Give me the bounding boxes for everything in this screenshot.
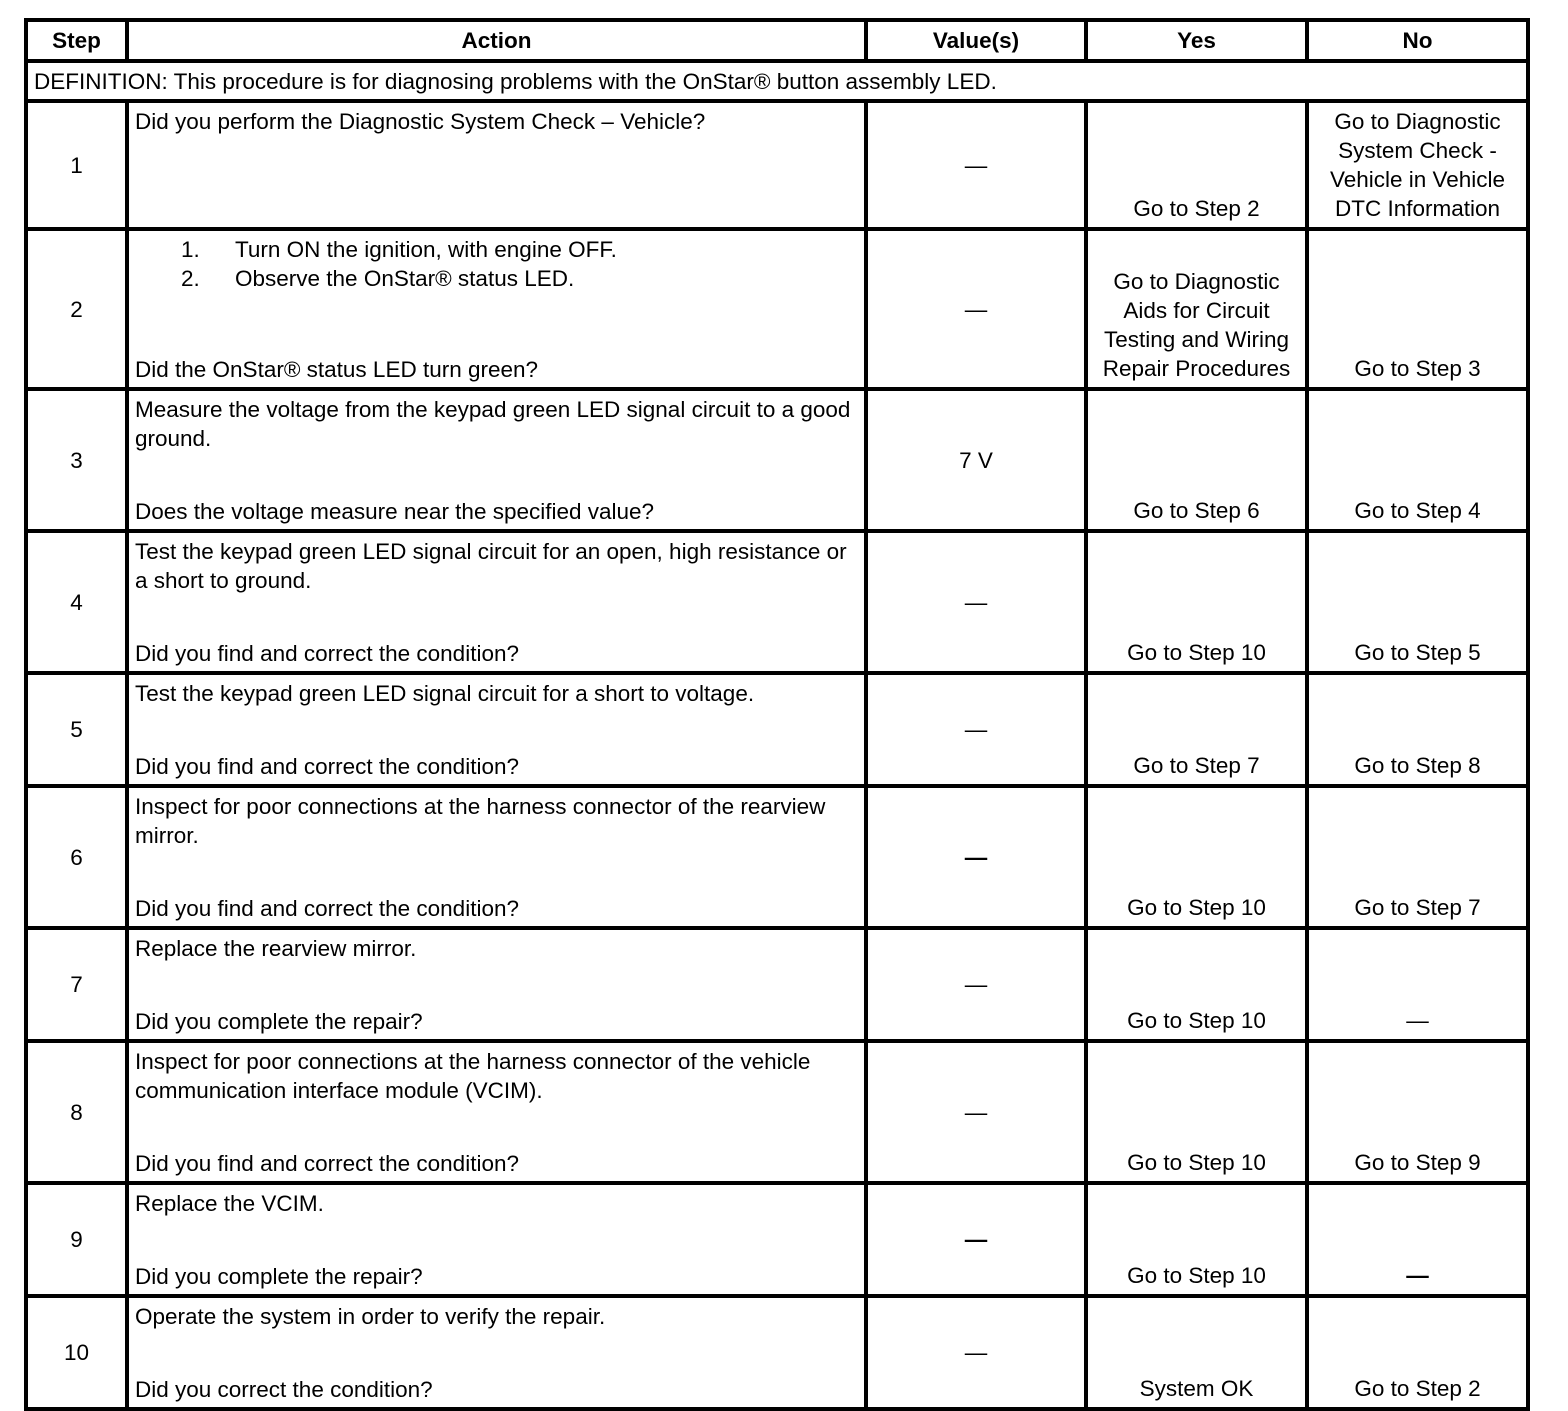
step-number: 5 [26,673,127,786]
value-cell: — [866,786,1086,928]
action-cell [127,531,866,673]
step-number: 7 [26,928,127,1041]
value-cell: — [866,673,1086,786]
action-question: Did you find and correct the condition? [135,896,519,921]
value-cell: — [866,229,1086,389]
action-question: Did you correct the condition? [135,1377,433,1402]
action-question: Did you find and correct the condition? [135,754,519,779]
step-number: 3 [26,389,127,531]
step-number: 6 [26,786,127,928]
yes-cell: Go to Diagnostic Aids for Circuit Testing and Wiring Repair Procedures [1086,229,1307,389]
substep-number: 2. [181,266,200,291]
step-number: 10 [26,1296,127,1409]
header-row [26,20,1528,61]
table-row [26,389,1528,531]
value-cell: — [866,101,1086,229]
yes-cell: Go to Step 10 [1086,1183,1307,1296]
action-question: Does the voltage measure near the specified value? [135,499,655,524]
value-cell: — [866,1296,1086,1409]
table-row [26,786,1528,928]
yes-cell: Go to Step 10 [1086,928,1307,1041]
no-cell: Go to Diagnostic System Check - Vehicle in Vehicle DTC Information [1307,101,1528,229]
action-text: Test the keypad green LED signal circuit for an open, high resistance or a short to ground. [135,539,847,593]
yes-cell: Go to Step 10 [1086,1041,1307,1183]
action-text: Replace the VCIM. [135,1191,324,1216]
table-row [26,1296,1528,1409]
action-cell [127,673,866,786]
no-cell: — [1307,1183,1528,1296]
action-question: Did you complete the repair? [135,1264,423,1289]
header-action: Action [127,20,866,61]
action-cell [127,928,866,1041]
definition-text: DEFINITION: This procedure is for diagnosing problems with the OnStar® button assembly LED. [26,61,1528,101]
header-no: No [1307,20,1528,61]
action-cell [127,1296,866,1409]
header-step: Step [26,20,127,61]
header-values: Value(s) [866,20,1086,61]
table-row [26,673,1528,786]
step-number: 8 [26,1041,127,1183]
step-number: 4 [26,531,127,673]
action-text: Measure the voltage from the keypad green LED signal circuit to a good ground. [135,397,851,451]
action-text: Test the keypad green LED signal circuit for a short to voltage. [135,681,755,706]
yes-cell: Go to Step 7 [1086,673,1307,786]
definition-row [26,61,1528,101]
action-text: Operate the system in order to verify the repair. [135,1304,606,1329]
action-cell [127,101,866,229]
no-cell: Go to Step 3 [1307,229,1528,389]
value-cell: 7 V [866,389,1086,531]
yes-cell: Go to Step 10 [1086,786,1307,928]
action-cell [127,786,866,928]
diagnostic-table [24,18,1530,1411]
substep-list [135,235,858,293]
action-cell [127,389,866,531]
substep-number: 1. [181,237,200,262]
action-question: Did you find and correct the condition? [135,1151,519,1176]
value-cell: — [866,1183,1086,1296]
yes-cell: Go to Step 2 [1086,101,1307,229]
no-cell: — [1307,928,1528,1041]
action-text: Did you perform the Diagnostic System Check – Vehicle? [135,109,706,134]
action-cell [127,1183,866,1296]
action-question: Did you complete the repair? [135,1009,423,1034]
action-text: Inspect for poor connections at the harness connector of the rearview mirror. [135,794,826,848]
substep-text: Turn ON the ignition, with engine OFF. [235,237,617,262]
action-cell [127,229,866,389]
yes-cell: System OK [1086,1296,1307,1409]
no-cell: Go to Step 9 [1307,1041,1528,1183]
action-cell [127,1041,866,1183]
table-row [26,928,1528,1041]
action-question: Did the OnStar® status LED turn green? [135,357,539,382]
action-text: Inspect for poor connections at the harness connector of the vehicle communication interface module (VCIM). [135,1049,811,1103]
table-row [26,1183,1528,1296]
no-cell: Go to Step 5 [1307,531,1528,673]
substep-text: Observe the OnStar® status LED. [235,266,575,291]
table-row [26,101,1528,229]
table-row [26,229,1528,389]
no-cell: Go to Step 4 [1307,389,1528,531]
no-cell: Go to Step 7 [1307,786,1528,928]
value-cell: — [866,928,1086,1041]
action-text: Replace the rearview mirror. [135,936,417,961]
step-number: 2 [26,229,127,389]
yes-cell: Go to Step 6 [1086,389,1307,531]
table-row [26,531,1528,673]
step-number: 1 [26,101,127,229]
value-cell: — [866,1041,1086,1183]
step-number: 9 [26,1183,127,1296]
no-cell: Go to Step 8 [1307,673,1528,786]
header-yes: Yes [1086,20,1307,61]
substep-item [135,235,858,264]
yes-cell: Go to Step 10 [1086,531,1307,673]
action-question: Did you find and correct the condition? [135,641,519,666]
value-cell: — [866,531,1086,673]
table-row [26,1041,1528,1183]
no-cell: Go to Step 2 [1307,1296,1528,1409]
diagnostic-table-page [24,18,1526,1411]
substep-item [135,264,858,293]
